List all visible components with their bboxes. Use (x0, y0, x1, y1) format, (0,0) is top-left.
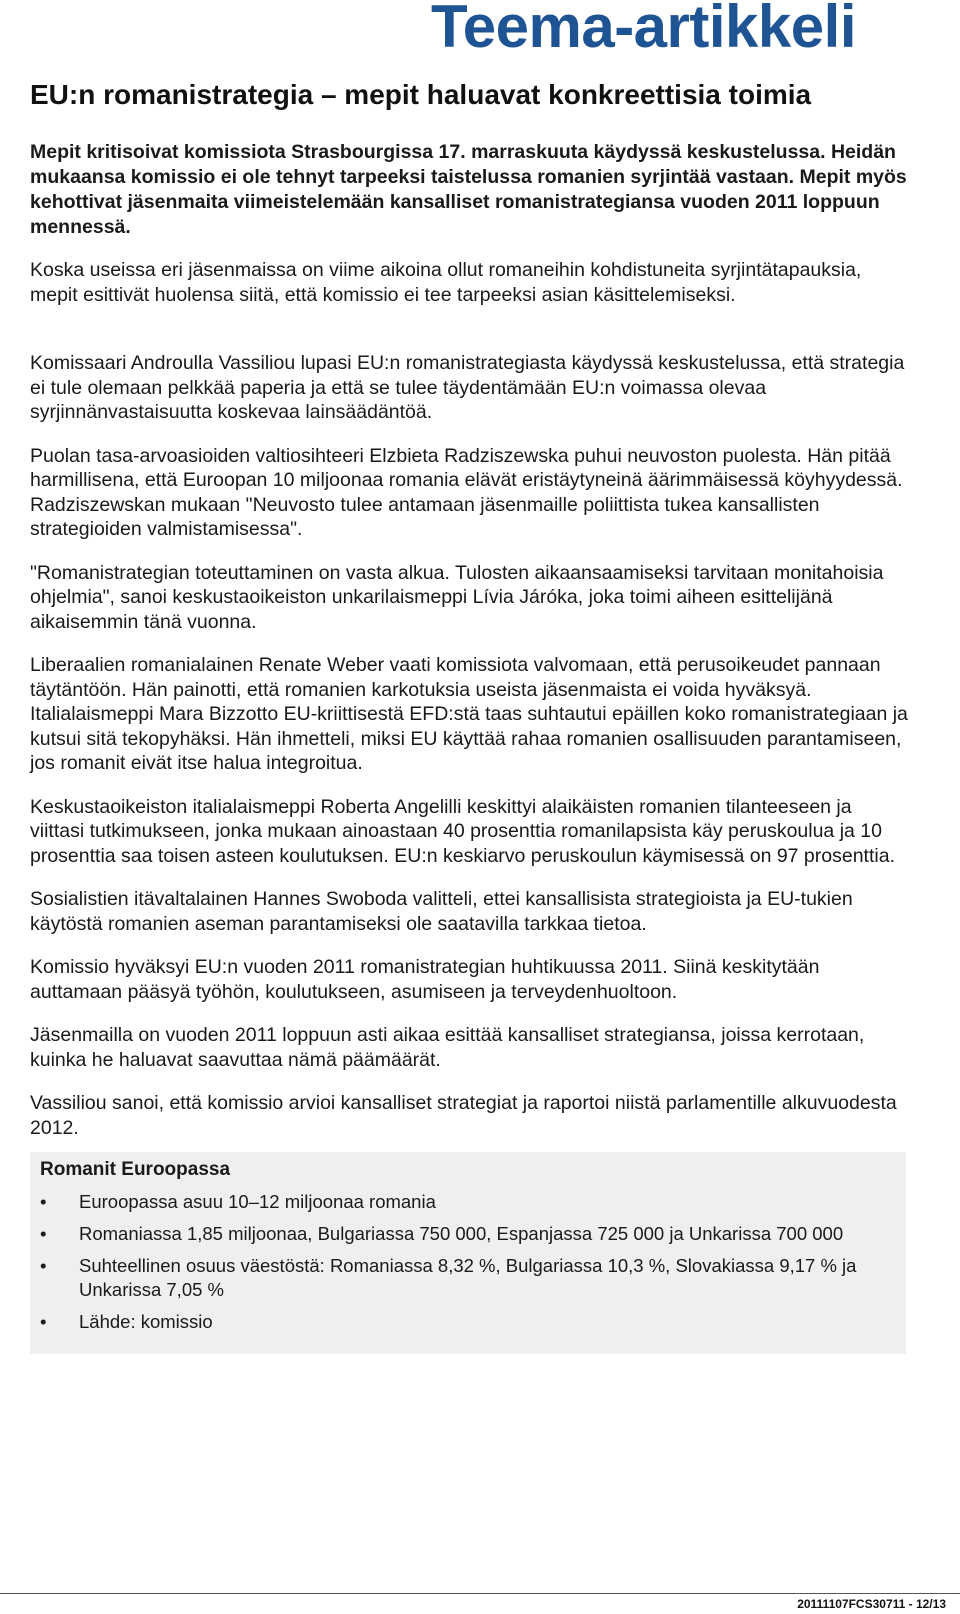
footer-reference: 20111107FCS30711 - 12/13 (797, 1597, 946, 1611)
list-item-text: Lähde: komissio (79, 1311, 213, 1332)
paragraph: Keskustaoikeiston italialaismeppi Roberta Angelilli keskittyi alaikäisten romanien tilanteeseen ja viittasi tutkimukseen, jonka mukaan ainoastaan 40 prosenttia romanilapsista käy peruskoulua ja 10 prosenttia saa toisen asteen koulutuksen. EU:n keskiarvo peruskoulun käymisessä on 97 prosenttia. (30, 795, 895, 867)
section-title: Teema-artikkeli (431, 0, 856, 60)
bullet-icon: • (40, 1255, 47, 1276)
paragraph: "Romanistrategian toteuttaminen on vasta alkua. Tulosten aikaansaamiseksi tarvitaan monitahoisia ohjelmia", sanoi keskustaoikeiston unkarilaismeppi Lívia Járóka, joka toimi aiheen esittelijänä aikaisemmin tänä vuonna. (30, 561, 884, 633)
paragraph: Puolan tasa-arvoasioiden valtiosihteeri Elzbieta Radziszewska puhui neuvoston puolesta. Hän pitää harmillisena, että Euroopan 10 miljoonaa romania elävät eristäytyneinä äärimmäisessä köyhyydessä. Radziszewskan mukaan "Neuvosto tulee antamaan jäsenmaille poliittista tukea kansallisten strategioiden valmistamisessa". (30, 444, 903, 540)
list-item (30, 1222, 906, 1246)
bullet-icon: • (40, 1191, 47, 1212)
fact-box-title: Romanit Euroopassa (40, 1159, 231, 1180)
bullet-icon: • (40, 1311, 47, 1332)
list-item (30, 1254, 906, 1302)
fact-list (30, 1190, 906, 1334)
list-item (30, 1310, 906, 1334)
article-lead: Mepit kritisoivat komissiota Strasbourgissa 17. marraskuuta käydyssä keskustelussa. Heidän mukaansa komissio ei ole tehnyt tarpeeksi taistelussa romanien syrjintää vastaan. Mepit myös kehottivat jäsenmaita viimeistelemään kansalliset romanistrategiansa vuoden 2011 loppuun mennessä. (30, 141, 907, 238)
paragraph: Sosialistien itävaltalainen Hannes Swoboda valitteli, ettei kansallisista strategioista ja EU-tukien käytöstä romanien aseman parantamiseksi ole saatavilla tarkkaa tietoa. (30, 888, 853, 935)
paragraph: Koska useissa eri jäsenmaissa on viime aikoina ollut romaneihin kohdistuneita syrjintätapauksia, mepit esittivät huolensa siitä, että komissio ei tee tarpeeksi asian käsittelemiseksi. (30, 259, 862, 306)
paragraph: Komissio hyväksyi EU:n vuoden 2011 romanistrategian huhtikuussa 2011. Siinä keskitytään auttamaan pääsyä työhön, koulutukseen, asumiseen ja terveydenhuoltoon. (30, 956, 820, 1003)
list-item-text: Euroopassa asuu 10–12 miljoonaa romania (79, 1191, 436, 1212)
bullet-icon: • (40, 1223, 47, 1244)
list-item-text: Suhteellinen osuus väestöstä: Romaniassa 8,32 %, Bulgariassa 10,3 %, Slovakiassa 9,17 % ja Unkarissa 7,05 % (79, 1255, 857, 1300)
list-item (30, 1190, 906, 1214)
paragraph: Komissaari Androulla Vassiliou lupasi EU:n romanistrategiasta käydyssä keskustelussa, että strategia ei tule olemaan pelkkää paperia ja että se tulee täydentämään EU:n voimassa olevaa syrjinnänvastaisuutta koskevaa lainsäädäntöä. (30, 352, 905, 423)
article-title: EU:n romanistrategia – mepit haluavat konkreettisia toimia (30, 79, 812, 110)
fact-box (30, 1152, 906, 1354)
paragraph: Liberaalien romanialainen Renate Weber vaati komissiota valvomaan, että perusoikeudet pannaan täytäntöön. Hän painotti, että romanien karkotuksia useista jäsenmaista ei voida hyväksyä. Italialaismeppi Mara Bizzotto EU-kriittisestä EFD:stä taas suhtautui epäillen koko romanistrategiaan ja kutsui sitä tekopyhäksi. Hän ihmetteli, miksi EU käyttää rahaa romanien osallisuuden parantamiseen, jos romanit eivät itse halua integroitua. (30, 654, 908, 774)
footer-divider (0, 1593, 960, 1594)
article-body (30, 140, 910, 1354)
list-item-text: Romaniassa 1,85 miljoonaa, Bulgariassa 750 000, Espanjassa 725 000 ja Unkarissa 700 000 (79, 1223, 844, 1244)
paragraph: Vassiliou sanoi, että komissio arvioi kansalliset strategiat ja raportoi niistä parlamentille alkuvuodesta 2012. (30, 1092, 897, 1139)
paragraph: Jäsenmailla on vuoden 2011 loppuun asti aikaa esittää kansalliset strategiansa, joissa kerrotaan, kuinka he haluavat saavuttaa nämä päämäärät. (30, 1024, 865, 1071)
